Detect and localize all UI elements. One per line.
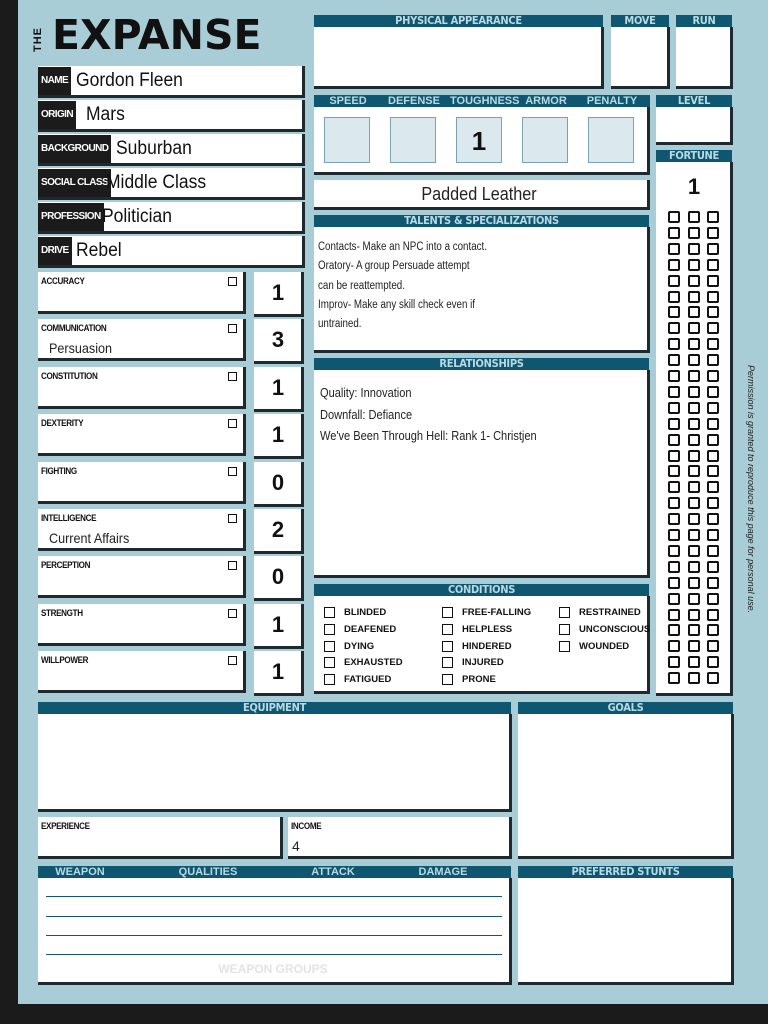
fortune-checkbox[interactable] <box>668 306 680 318</box>
identity-value-5: Rebel <box>76 240 122 261</box>
ability-name-8: WILLPOWER <box>41 655 89 667</box>
armor-box[interactable] <box>522 117 568 163</box>
fortune-checkbox[interactable] <box>668 450 680 462</box>
weapon-line-2 <box>46 916 502 917</box>
identity-label-2: BACKGROUND <box>38 135 111 163</box>
ability-name-6: PERCEPTION <box>41 560 91 572</box>
relationship-line-1: Downfall: Defiance <box>320 406 413 422</box>
fortune-checkbox[interactable] <box>707 338 719 350</box>
fortune-checkbox[interactable] <box>707 227 719 239</box>
weapon-line-4 <box>46 954 502 955</box>
defense-header: DEFENSE <box>388 95 440 107</box>
fortune-checkbox[interactable] <box>707 609 719 621</box>
fortune-checkbox[interactable] <box>707 465 719 477</box>
fortune-checkbox[interactable] <box>668 322 680 334</box>
condition-label-2-1: UNCONSCIOUS <box>579 623 651 635</box>
ability-focus-checkbox-5[interactable] <box>228 514 237 523</box>
fortune-checkbox[interactable] <box>707 497 719 509</box>
condition-label-0-0: BLINDED <box>344 607 387 618</box>
goals-header: GOALS <box>518 702 733 714</box>
condition-checkbox-1-1[interactable] <box>442 624 453 635</box>
fortune-checkbox[interactable] <box>707 640 719 652</box>
fortune-checkbox[interactable] <box>688 465 700 477</box>
talents-header: TALENTS & SPECIALIZATIONS <box>314 215 649 227</box>
fortune-checkbox[interactable] <box>668 370 680 382</box>
physical-appearance-header: PHYSICAL APPEARANCE <box>314 15 603 27</box>
ability-focus-checkbox-6[interactable] <box>228 561 237 570</box>
ability-name-1: COMMUNICATION <box>41 323 107 335</box>
fortune-checkbox[interactable] <box>707 306 719 318</box>
fortune-checkbox[interactable] <box>707 354 719 366</box>
fortune-checkbox[interactable] <box>668 291 680 303</box>
condition-checkbox-0-4[interactable] <box>324 674 335 685</box>
fortune-checkbox[interactable] <box>688 354 700 366</box>
ability-score-6: 0 <box>271 564 285 590</box>
fortune-checkbox[interactable] <box>668 418 680 430</box>
fortune-checkbox[interactable] <box>707 513 719 525</box>
condition-checkbox-2-1[interactable] <box>559 624 570 635</box>
penalty-box[interactable] <box>588 117 634 163</box>
condition-label-0-1: DEAFENED <box>344 623 397 635</box>
fortune-checkbox[interactable] <box>688 306 700 318</box>
relationships-header: RELATIONSHIPS <box>314 358 649 370</box>
fortune-checkbox[interactable] <box>707 481 719 493</box>
fortune-checkbox[interactable] <box>688 434 700 446</box>
fortune-checkbox[interactable] <box>668 465 680 477</box>
fortune-checkbox[interactable] <box>707 577 719 589</box>
fortune-checkbox[interactable] <box>688 402 700 414</box>
relationship-line-2: We've Been Through Hell: Rank 1- Christjen <box>320 428 537 443</box>
talent-line-1: Oratory- A group Persuade attempt <box>318 260 470 273</box>
fortune-checkbox[interactable] <box>688 370 700 382</box>
penalty-header: PENALTY <box>586 95 638 107</box>
fortune-value: 1 <box>687 174 701 199</box>
fortune-checkbox[interactable] <box>707 434 719 446</box>
fortune-checkbox[interactable] <box>668 656 680 668</box>
fortune-checkbox[interactable] <box>707 370 719 382</box>
ability-name-4: FIGHTING <box>41 465 77 477</box>
speed-box[interactable] <box>324 117 370 163</box>
ability-score-1: 3 <box>271 327 285 353</box>
condition-checkbox-0-1[interactable] <box>324 624 335 635</box>
fortune-checkbox[interactable] <box>668 640 680 652</box>
fortune-checkbox[interactable] <box>668 513 680 525</box>
identity-label-1: ORIGIN <box>38 101 76 129</box>
fortune-checkbox[interactable] <box>688 497 700 509</box>
fortune-checkbox[interactable] <box>688 386 700 398</box>
fortune-checkbox[interactable] <box>668 529 680 541</box>
fortune-checkbox[interactable] <box>668 545 680 557</box>
ability-focus-5: Current Affairs <box>49 530 130 546</box>
fortune-header: FORTUNE <box>656 150 732 162</box>
damage-header: DAMAGE <box>418 866 468 878</box>
fortune-checkbox[interactable] <box>688 481 700 493</box>
qualities-header: QUALITIES <box>178 866 238 878</box>
fortune-checkbox[interactable] <box>688 211 700 223</box>
fortune-checkbox[interactable] <box>707 656 719 668</box>
preferred-stunts-field[interactable] <box>518 878 734 985</box>
identity-value-0: Gordon Fleen <box>76 70 183 91</box>
weapon-header: WEAPON <box>55 866 105 878</box>
fortune-checkbox[interactable] <box>688 640 700 652</box>
fortune-checkbox[interactable] <box>688 656 700 668</box>
ability-name-5: INTELLIGENCE <box>41 513 97 524</box>
fortune-checkbox[interactable] <box>707 243 719 255</box>
level-header: LEVEL <box>656 95 732 107</box>
fortune-checkbox[interactable] <box>688 227 700 239</box>
fortune-checkbox[interactable] <box>688 529 700 541</box>
character-sheet <box>18 0 768 1004</box>
condition-label-2-2: WOUNDED <box>579 640 630 652</box>
fortune-checkbox[interactable] <box>668 593 680 605</box>
fortune-checkbox[interactable] <box>707 561 719 573</box>
fortune-checkbox[interactable] <box>707 624 719 636</box>
ability-name-3: DEXTERITY <box>41 418 84 430</box>
condition-checkbox-2-2[interactable] <box>559 641 570 652</box>
ability-focus-checkbox-2[interactable] <box>228 372 237 381</box>
level-field[interactable] <box>656 107 733 145</box>
fortune-checkbox[interactable] <box>688 513 700 525</box>
condition-checkbox-0-0[interactable] <box>324 607 335 618</box>
fortune-checkbox[interactable] <box>668 211 680 223</box>
fortune-checkbox[interactable] <box>668 402 680 414</box>
fortune-checkbox[interactable] <box>668 624 680 636</box>
relationship-line-0: Quality: Innovation <box>320 385 412 400</box>
physical-appearance-field[interactable] <box>314 27 604 89</box>
identity-label-5: DRIVE <box>38 237 72 265</box>
fortune-checkbox[interactable] <box>707 275 719 287</box>
experience-label: EXPERIENCE <box>41 821 90 832</box>
fortune-checkbox[interactable] <box>707 259 719 271</box>
fortune-checkbox[interactable] <box>668 561 680 573</box>
fortune-checkbox[interactable] <box>688 609 700 621</box>
fortune-checkbox[interactable] <box>707 672 719 684</box>
income-label: INCOME <box>291 821 322 832</box>
move-header: MOVE <box>611 15 669 27</box>
fortune-checkbox[interactable] <box>707 211 719 223</box>
preferred-stunts-header: PREFERRED STUNTS <box>518 866 733 878</box>
relationships-field[interactable] <box>314 370 650 578</box>
ability-focus-checkbox-7[interactable] <box>228 609 237 618</box>
identity-label-3: SOCIAL CLASS <box>38 169 111 197</box>
fortune-checkbox[interactable] <box>668 577 680 589</box>
condition-label-0-3: EXHAUSTED <box>344 657 403 669</box>
permission-note: Permission is granted to reproduce this page for personal use. <box>746 365 756 614</box>
condition-label-1-3: INJURED <box>462 657 504 669</box>
condition-label-1-1: HELPLESS <box>462 623 513 635</box>
identity-value-4: Politician <box>102 206 172 227</box>
speed-header: SPEED <box>329 95 367 107</box>
weapon-groups-label: WEAPON GROUPS <box>218 962 328 976</box>
fortune-checkbox[interactable] <box>668 338 680 350</box>
logo-the: THE <box>32 27 44 52</box>
ability-focus-checkbox-4[interactable] <box>228 467 237 476</box>
ability-focus-checkbox-1[interactable] <box>228 324 237 333</box>
logo-title: EXPANSE <box>52 11 262 59</box>
fortune-checkbox[interactable] <box>688 593 700 605</box>
condition-checkbox-2-0[interactable] <box>559 607 570 618</box>
fortune-checkbox[interactable] <box>707 402 719 414</box>
fortune-checkbox[interactable] <box>668 386 680 398</box>
ability-score-7: 1 <box>271 611 285 637</box>
weapon-line-3 <box>46 935 502 936</box>
equipment-field[interactable] <box>38 714 512 812</box>
fortune-checkbox[interactable] <box>668 609 680 621</box>
fortune-checkbox[interactable] <box>688 672 700 684</box>
talent-line-3: Improv- Make any skill check even if <box>318 298 475 311</box>
equipment-header: EQUIPMENT <box>38 702 511 714</box>
fortune-checkbox[interactable] <box>707 593 719 605</box>
ability-focus-checkbox-3[interactable] <box>228 419 237 428</box>
fortune-checkbox[interactable] <box>668 672 680 684</box>
fortune-checkbox[interactable] <box>707 529 719 541</box>
condition-label-1-4: PRONE <box>462 674 496 686</box>
ability-name-7: STRENGTH <box>41 607 83 619</box>
defense-box[interactable] <box>390 117 436 163</box>
fortune-checkbox[interactable] <box>707 418 719 430</box>
fortune-checkbox[interactable] <box>707 450 719 462</box>
ability-score-2: 1 <box>271 374 285 400</box>
toughness-value: 1 <box>471 126 487 156</box>
fortune-checkbox[interactable] <box>688 275 700 287</box>
condition-checkbox-0-2[interactable] <box>324 641 335 652</box>
ability-focus-1: Persuasion <box>49 340 113 357</box>
fortune-checkbox[interactable] <box>668 243 680 255</box>
condition-checkbox-1-2[interactable] <box>442 641 453 652</box>
weapon-line-1 <box>46 896 502 897</box>
identity-label-0: NAME <box>38 67 71 95</box>
fortune-checkbox[interactable] <box>688 577 700 589</box>
fortune-checkbox[interactable] <box>688 624 700 636</box>
ability-score-8: 1 <box>271 659 285 685</box>
fortune-checkbox[interactable] <box>668 259 680 271</box>
fortune-checkbox[interactable] <box>688 338 700 350</box>
identity-field-1[interactable] <box>38 100 305 132</box>
ability-score-0: 1 <box>271 280 285 305</box>
fortune-checkbox[interactable] <box>668 434 680 446</box>
attack-roll-header: ATTACK <box>311 866 355 878</box>
condition-label-0-2: DYING <box>344 640 375 652</box>
ability-focus-checkbox-0[interactable] <box>228 277 237 286</box>
fortune-checkbox[interactable] <box>707 291 719 303</box>
ability-score-5: 2 <box>271 517 285 542</box>
income-value: 4 <box>292 838 300 854</box>
ability-name-2: CONSTITUTION <box>41 370 98 382</box>
fortune-checkbox[interactable] <box>688 418 700 430</box>
fortune-checkbox[interactable] <box>688 291 700 303</box>
fortune-checkbox[interactable] <box>688 450 700 462</box>
armor-name-value: Padded Leather <box>421 184 537 204</box>
talent-line-0: Contacts- Make an NPC into a contact. <box>318 241 487 253</box>
fortune-checkbox[interactable] <box>668 481 680 493</box>
condition-label-1-2: HINDERED <box>462 640 512 652</box>
ability-name-0: ACCURACY <box>41 276 85 287</box>
condition-checkbox-1-0[interactable] <box>442 607 453 618</box>
talent-line-2: can be reattempted. <box>318 279 405 292</box>
move-field[interactable] <box>611 27 670 89</box>
fortune-checkbox[interactable] <box>688 545 700 557</box>
identity-label-4: PROFESSION <box>38 203 104 231</box>
identity-value-3: Middle Class <box>106 172 207 193</box>
ability-score-3: 1 <box>271 422 285 448</box>
ability-score-4: 0 <box>271 469 285 495</box>
ability-focus-checkbox-8[interactable] <box>228 656 237 665</box>
toughness-header: TOUGHNESS <box>450 95 520 107</box>
condition-label-0-4: FATIGUED <box>344 674 392 686</box>
run-header: RUN <box>676 15 732 27</box>
fortune-checkbox[interactable] <box>688 259 700 271</box>
condition-label-1-0: FREE-FALLING <box>462 607 532 618</box>
fortune-checkbox[interactable] <box>668 354 680 366</box>
fortune-checkbox[interactable] <box>707 386 719 398</box>
fortune-checkbox[interactable] <box>688 243 700 255</box>
talent-line-4: untrained. <box>318 318 362 331</box>
fortune-checkbox[interactable] <box>707 322 719 334</box>
identity-value-1: Mars <box>86 104 125 125</box>
conditions-header: CONDITIONS <box>314 584 649 596</box>
fortune-checkbox[interactable] <box>668 497 680 509</box>
condition-label-2-0: RESTRAINED <box>579 607 641 618</box>
condition-checkbox-1-3[interactable] <box>442 657 453 668</box>
armor-header: ARMOR <box>525 95 567 107</box>
goals-field[interactable] <box>518 714 734 859</box>
condition-checkbox-1-4[interactable] <box>442 674 453 685</box>
fortune-checkbox[interactable] <box>668 227 680 239</box>
fortune-checkbox[interactable] <box>688 561 700 573</box>
run-field[interactable] <box>676 27 733 89</box>
fortune-checkbox[interactable] <box>707 545 719 557</box>
condition-checkbox-0-3[interactable] <box>324 657 335 668</box>
fortune-checkbox[interactable] <box>688 322 700 334</box>
fortune-checkbox[interactable] <box>668 275 680 287</box>
identity-value-2: Suburban <box>116 138 192 159</box>
